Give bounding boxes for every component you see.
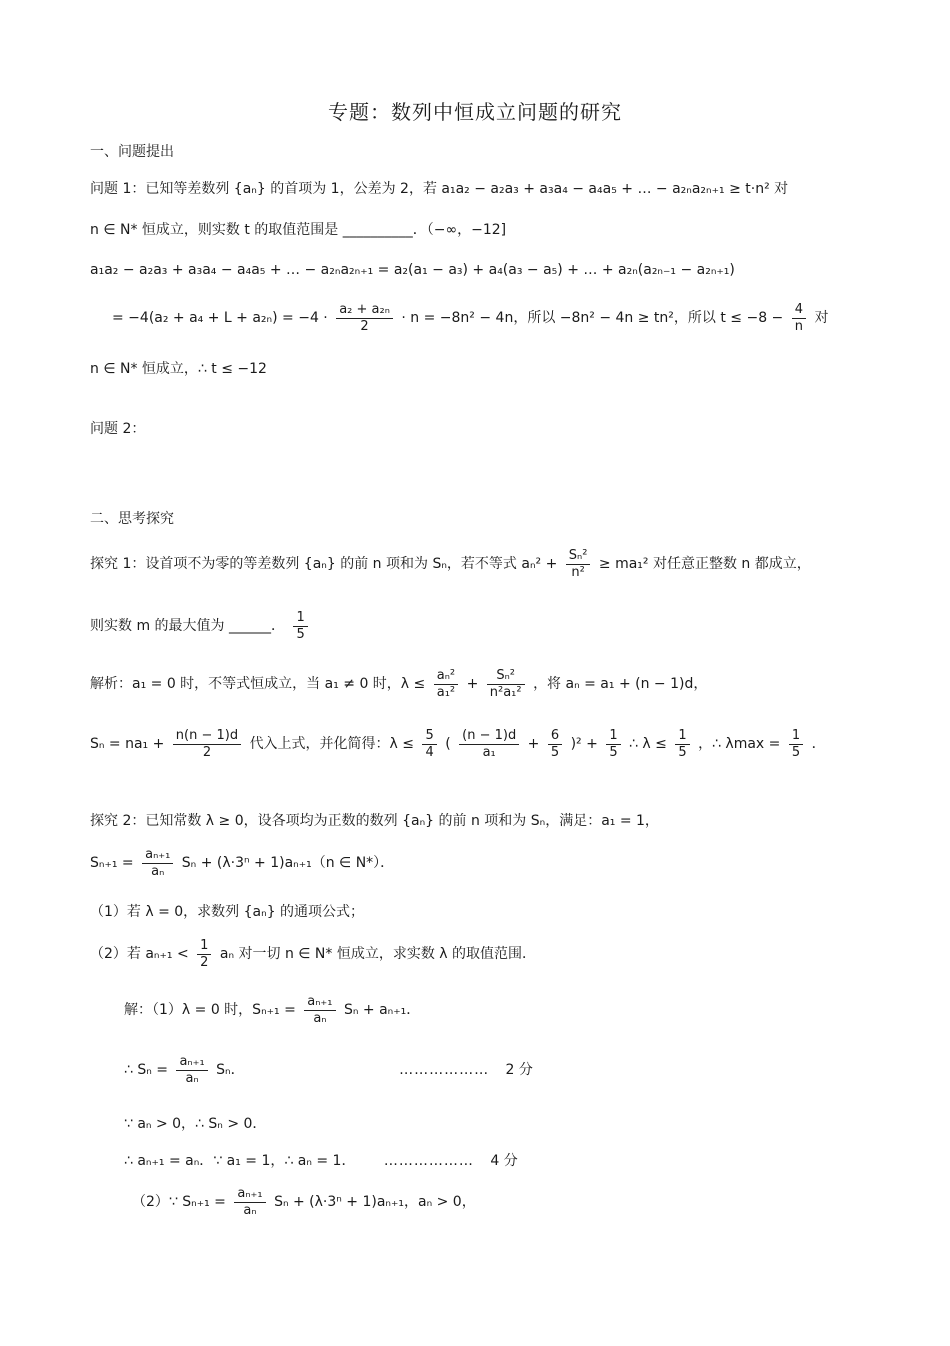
- fraction: $\frac{\text{aₙ₊₁}}{\text{aₙ}}$: [304, 994, 335, 1026]
- fraction: $\frac{1}{5}$: [606, 728, 620, 760]
- score: 2 分: [505, 1062, 533, 1079]
- explore-1-analysis-line-1: 解析：a₁ = 0 时，不等式恒成立，当 a₁ ≠ 0 时，λ ≤ $\frac{\text{aₙ²}}{\text{a₁²}}$ + $\frac{\text{Sₙ²}}{\text{n²a₁²}}$ ，将 aₙ = a₁ + (n − 1)d，: [90, 668, 708, 700]
- fraction: $\frac{(n - 1)d}{\text{a₁}}$: [459, 728, 519, 760]
- fraction: $\frac{n(n - 1)d}{2}$: [173, 728, 241, 760]
- problem-1-line-2: n ∈ N* 恒成立，则实数 t 的取值范围是 __________．（−∞，−12]: [90, 222, 507, 238]
- problem-1-line-3: a₁a₂ − a₂a₃ + a₃a₄ − a₄a₅ + … − a₂ₙa₂ₙ₊₁ = a₂(a₁ − a₃) + a₄(a₃ − a₅) + … + a₂ₙ(a₂ₙ₋₁ − a₂ₙ₊₁): [90, 262, 735, 278]
- problem-1-line-4: = −4(a₂ + a₄ + L + a₂ₙ) = −4 · $\frac{\text{a₂ + a₂ₙ}}{2}$ · n = −8n² − 4n，所以 −8n² − 4n ≥ tn²，所以 t ≤ −8 − $\frac{4}{n}$ 对: [112, 302, 829, 334]
- section-heading-2: 二、思考探究: [90, 511, 174, 527]
- problem-2-label: 问题 2：: [90, 421, 146, 437]
- explore-2-question-1: （1）若 λ = 0，求数列 {aₙ} 的通项公式；: [90, 904, 365, 920]
- fraction: $\frac{\text{aₙ₊₁}}{\text{aₙ}}$: [142, 847, 173, 879]
- explore-1-analysis-line-2: Sₙ = na₁ + $\frac{n(n - 1)d}{2}$ 代入上式，并化简得：λ ≤ $\frac{5}{4}$ ( $\frac{(n - 1)d}{\text{a₁}}$ + $\frac{6}{5}$ )² + $\frac{1}{5}$ ∴ λ ≤ $\frac{1}{5}$ ，∴ λmax = $\frac{1}{5}$ ．: [90, 728, 826, 760]
- solution-line-5: （2）∵ Sₙ₊₁ = $\frac{\text{aₙ₊₁}}{\text{aₙ}}$ Sₙ + (λ·3ⁿ + 1)aₙ₊₁，aₙ > 0，: [132, 1186, 476, 1218]
- fraction: $\frac{\text{aₙ₊₁}}{\text{aₙ}}$: [234, 1186, 265, 1218]
- solution-line-3: ∵ aₙ > 0，∴ Sₙ > 0．: [124, 1116, 267, 1132]
- fraction: $\frac{\text{aₙ₊₁}}{\text{aₙ}}$: [176, 1054, 207, 1086]
- solution-line-2: ∴ Sₙ = $\frac{\text{aₙ₊₁}}{\text{aₙ}}$ Sₙ． ……………… 2 分: [124, 1054, 533, 1086]
- fraction: $\frac{\text{Sₙ²}}{\text{n²a₁²}}$: [487, 668, 525, 700]
- score-dots: ………………: [383, 1153, 474, 1169]
- fraction: $\frac{1}{5}$: [293, 610, 307, 642]
- explore-2-line-1: 探究 2：已知常数 λ ≥ 0，设各项均为正数的数列 {aₙ} 的前 n 项和为 Sₙ，满足：a₁ = 1，: [90, 813, 659, 829]
- explore-1-line-1: 探究 1：设首项不为零的等差数列 {aₙ} 的前 n 项和为 Sₙ，若不等式 aₙ² + $\frac{\text{Sₙ²}}{\text{n²}}$ ≥ ma₁² 对任意正整数 n 都成立，: [90, 548, 811, 580]
- explore-2-line-2: Sₙ₊₁ = $\frac{\text{aₙ₊₁}}{\text{aₙ}}$ Sₙ + (λ·3ⁿ + 1)aₙ₊₁（n ∈ N*）．: [90, 847, 395, 879]
- fraction: $\frac{1}{5}$: [789, 728, 803, 760]
- explore-2-question-2: （2）若 aₙ₊₁ < $\frac{1}{2}$ aₙ 对一切 n ∈ N* 恒成立，求实数 λ 的取值范围．: [90, 938, 537, 970]
- fraction: $\frac{5}{4}$: [422, 728, 436, 760]
- fraction: $\frac{4}{n}$: [792, 302, 806, 334]
- solution-line-4: ∴ aₙ₊₁ = aₙ．∵ a₁ = 1，∴ aₙ = 1． ……………… 4 分: [124, 1152, 518, 1172]
- fraction: $\frac{1}{2}$: [197, 938, 211, 970]
- solution-line-1: 解：（1）λ = 0 时，Sₙ₊₁ = $\frac{\text{aₙ₊₁}}{\text{aₙ}}$ Sₙ + aₙ₊₁．: [124, 994, 421, 1026]
- fraction: $\frac{1}{5}$: [675, 728, 689, 760]
- fraction: $\frac{\text{a₂ + a₂ₙ}}{2}$: [336, 302, 393, 334]
- page-title: 专题：数列中恒成立问题的研究: [328, 100, 622, 124]
- fraction: $\frac{6}{5}$: [548, 728, 562, 760]
- score: 4 分: [490, 1153, 518, 1169]
- problem-1-line-5: n ∈ N* 恒成立，∴ t ≤ −12: [90, 361, 267, 377]
- fraction: $\frac{\text{aₙ²}}{\text{a₁²}}$: [434, 668, 458, 700]
- problem-1-line-1: 问题 1：已知等差数列 {aₙ} 的首项为 1，公差为 2，若 a₁a₂ − a₂a₃ + a₃a₄ − a₄a₅ + … − a₂ₙa₂ₙ₊₁ ≥ t·n² 对: [90, 181, 789, 197]
- score-dots: ………………: [399, 1062, 490, 1079]
- section-heading-1: 一、问题提出: [90, 144, 174, 160]
- explore-1-line-2: 则实数 m 的最大值为 ______． $\frac{1}{5}$: [90, 610, 312, 642]
- fraction: $\frac{\text{Sₙ²}}{\text{n²}}$: [566, 548, 591, 580]
